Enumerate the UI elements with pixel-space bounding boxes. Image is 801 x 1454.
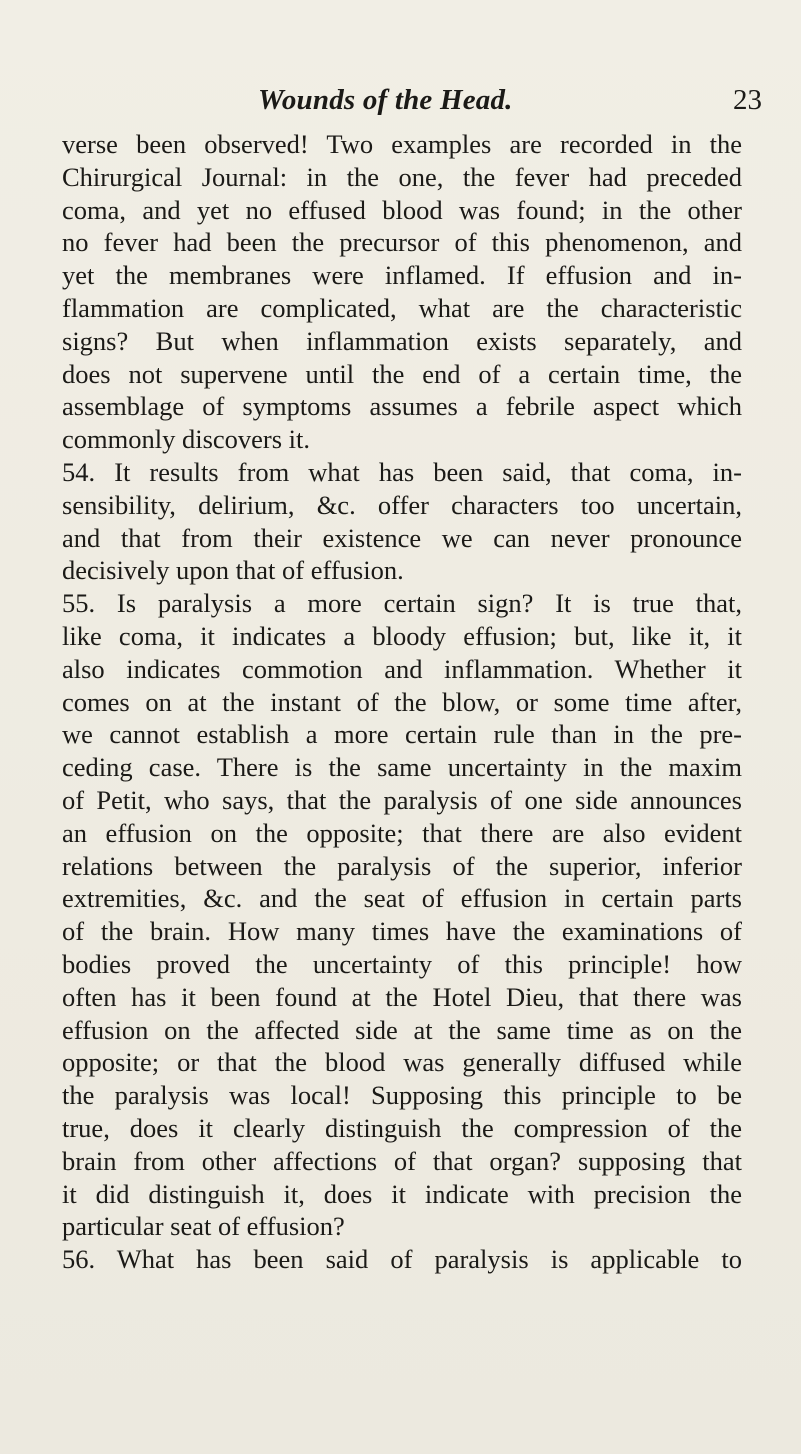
page-number: 23 [733,84,762,116]
running-title: Wounds of the Head. [258,84,513,116]
text-line: yet the membranes were inflamed. If effusion and in- [62,260,742,291]
paragraph-55-start: 55. Is paralysis a more certain sign? It is true that, [62,588,742,619]
text-line: relations between the paralysis of the superior, inferior [62,850,742,881]
text-line: commonly discovers it. [62,424,311,455]
text-line: ceding case. There is the same uncertainty in the maxim [62,752,742,783]
text-line: decisively upon that of effusion. [62,555,404,586]
running-head [0,84,801,124]
text-line: assemblage of symptoms assumes a febrile aspect which [62,391,742,422]
text-line: of the brain. How many times have the examinations of [62,916,742,947]
text-line: brain from other affections of that organ? supposing that [62,1145,742,1176]
text-line: does not supervene until the end of a certain time, the [62,358,742,389]
text-line: no fever had been the precursor of this phenomenon, and [62,227,742,258]
text-line: sensibility, delirium, &c. offer characters too uncertain, [62,489,742,520]
text-line: effusion on the affected side at the same time as on the [62,1014,742,1045]
text-line: also indicates commotion and inflammation. Whether it [62,653,742,684]
text-line: extremities, &c. and the seat of effusion in certain parts [62,883,742,914]
text-line: particular seat of effusion? [62,1211,345,1242]
paragraph-54-start: 54. It results from what has been said, that coma, in- [62,456,742,487]
text-line: coma, and yet no effused blood was found; in the other [62,194,742,225]
text-line: opposite; or that the blood was generally diffused while [62,1047,742,1078]
text-line: often has it been found at the Hotel Dieu, that there was [62,981,742,1012]
text-line: true, does it clearly distinguish the compression of the [62,1112,742,1143]
text-line: verse been observed! Two examples are recorded in the [62,129,742,159]
text-line: we cannot establish a more certain rule than in the pre- [62,719,742,750]
text-line: it did distinguish it, does it indicate with precision the [62,1178,742,1209]
text-line: like coma, it indicates a bloody effusion; but, like it, it [62,620,742,651]
text-line: Chirurgical Journal: in the one, the fever had preceded [62,161,742,192]
text-line: signs? But when inflammation exists separately, and [62,325,742,356]
text-line: of Petit, who says, that the paralysis of one side announces [62,784,742,815]
text-line: comes on at the instant of the blow, or some time after, [62,686,742,717]
text-line: flammation are complicated, what are the characteristic [62,292,742,323]
paragraph-56-start: 56. What has been said of paralysis is applicable to [62,1244,742,1275]
text-line: an effusion on the opposite; that there are also evident [62,817,742,848]
text-line: and that from their existence we can never pronounce [62,522,742,553]
text-line: bodies proved the uncertainty of this principle! how [62,948,742,979]
text-line: the paralysis was local! Supposing this principle to be [62,1080,742,1111]
body-text [62,128,742,1276]
